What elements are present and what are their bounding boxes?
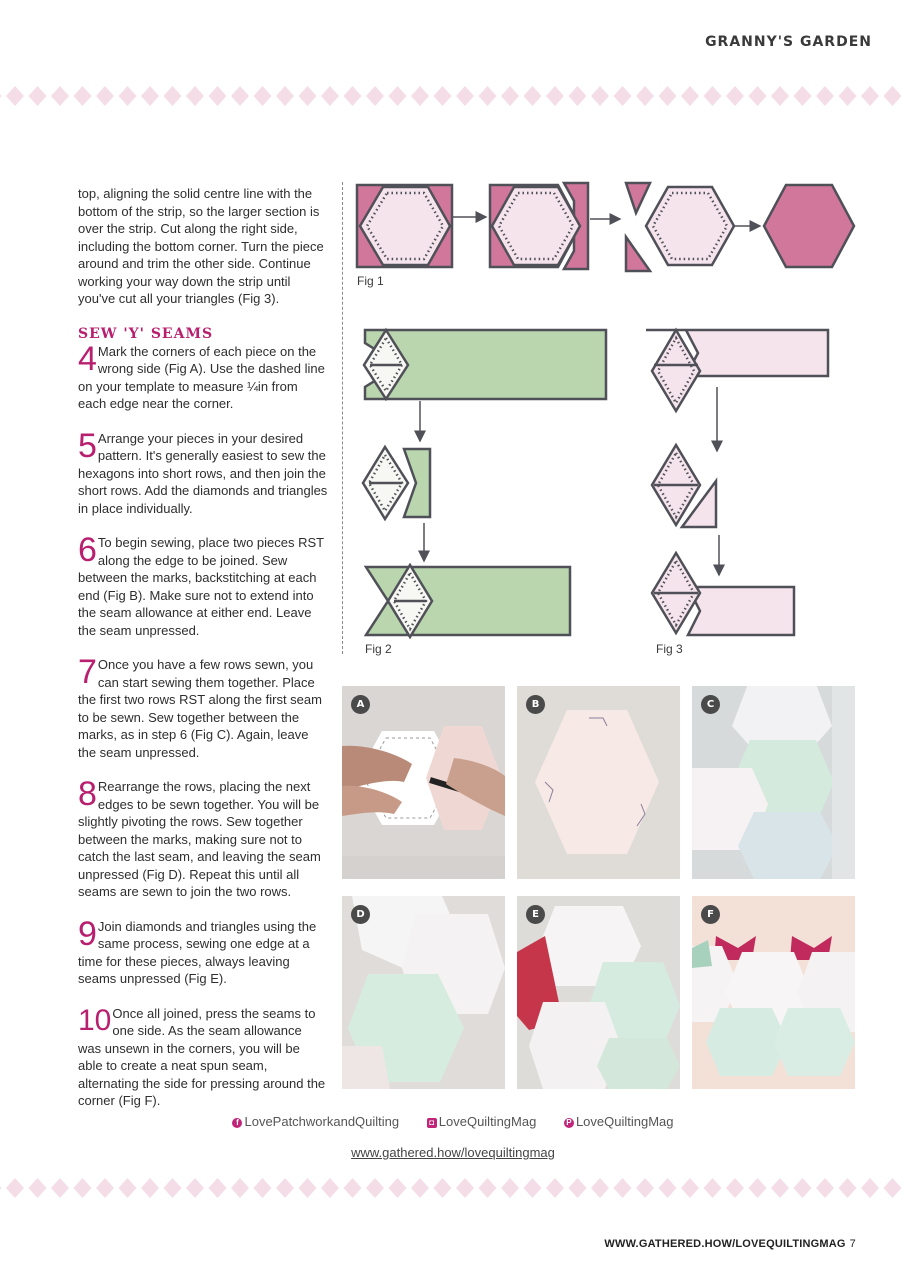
photo-a [342,686,505,879]
photo-badge: F [701,905,720,924]
step-text: Mark the corners of each piece on the wrong side (Fig A). Use the dashed line on your template to measure ¼in from each edge near the corner. [78,343,325,411]
step-number: 10 [78,1003,112,1037]
instagram-link[interactable] [427,1114,537,1129]
photo-e [517,896,680,1089]
section-heading: SEW 'Y' SEAMS [78,325,214,342]
photo-badge: D [351,905,370,924]
step-text: Rearrange the rows, placing the next edges to be sewn together. You will be slightly pivoting the rows. Sew together between the marks, making sure not to catch the last seam, and leaving the seam unpressed (Fig D). Repeat this until all seams are sewn to join the two rows. [78,779,321,899]
instagram-icon: ◘ [427,1118,437,1128]
step-number: 4 [78,339,97,378]
step-number: 8 [78,775,97,813]
cutting-diagrams [348,175,868,665]
photo-badge: E [526,905,545,924]
step-text: To begin sewing, place two pieces RST along the edge to be joined. Sew between the marks, backstitching at each end (Fig B). Make sure not to extend into the seam allowance at either end. Leave the seam unpressed. [78,535,324,638]
photo-badge: B [526,695,545,714]
pinterest-handle: LoveQuiltingMag [575,1114,674,1129]
intro-paragraph: top, aligning the solid centre line with the bottom of the strip, so the larger section is over the strip. Cut along the right side, including the bottom corner. Turn the piece around and trim the other side. Continue working your way down the strip until you've cut all your triangles (Fig 3). [78,186,324,306]
photo-b [517,686,680,879]
section-title: GRANNY'S GARDEN [705,34,872,50]
photo-c-image [692,686,855,879]
step-text: Once you have a few rows sewn, you can start sewing them together. Place the first two rows RST along the first seam to be sewn. Sew together between the marks, as in step 6 (Fig C). Again, leave the seam unpressed. [78,657,322,760]
photo-e-image [517,896,680,1089]
step-number: 6 [78,531,97,569]
fig3-step1 [646,330,828,411]
pinterest-link[interactable] [564,1114,674,1129]
step-4 [78,339,328,413]
decorative-diamond-band-top [0,84,906,108]
step-number: 5 [78,426,97,465]
step-9 [78,914,328,988]
fig2-step3 [366,565,570,637]
fig3-step3 [652,553,794,635]
step-number: 7 [78,653,97,691]
footer-url: WWW.GATHERED.HOW/LOVEQUILTINGMAG [604,1238,846,1250]
step-text: Join diamonds and triangles using the same process, sewing one edge at a time for these pieces, always leaving seams unpressed (Fig E). [78,918,317,986]
step-number: 9 [78,914,97,953]
pinterest-icon: P [564,1118,574,1128]
step-6 [78,531,328,639]
footer [604,1238,856,1250]
fig1-step4 [764,185,854,267]
website-link[interactable]: www.gathered.how/lovequiltingmag [351,1145,555,1160]
photo-badge: A [351,695,370,714]
social-links [0,1114,906,1129]
facebook-icon: f [232,1118,242,1128]
page-number: 7 [849,1238,856,1250]
instagram-handle: LoveQuiltingMag [438,1114,537,1129]
fig1-step3 [626,183,734,271]
step-10 [78,1005,328,1110]
fig1-label: Fig 1 [357,274,384,288]
fig2-step2 [363,447,430,519]
decorative-diamond-band-bottom [0,1176,906,1200]
photo-d-image [342,896,505,1089]
step-text: Arrange your pieces in your desired pattern. It's generally easiest to sew the hexagons into short rows, and then join the short rows. Add the diamonds and triangles in place individually. [78,430,328,516]
fig3-label: Fig 3 [656,642,683,656]
instructions-column [78,185,328,1110]
fig1-step2 [490,183,588,269]
column-divider [342,182,343,654]
fig2-step1 [364,330,606,399]
photo-d [342,896,505,1089]
photo-badge: C [701,695,720,714]
facebook-handle: LovePatchworkandQuilting [244,1114,400,1129]
photo-f-image [692,896,855,1089]
fig3-step2 [652,445,716,527]
step-5 [78,426,328,518]
photo-a-image [342,686,505,879]
facebook-link[interactable] [232,1114,399,1129]
fig1-step1 [357,185,452,267]
photo-b-image [517,686,680,879]
step-7 [78,653,328,761]
step-8 [78,775,328,901]
photo-c [692,686,855,879]
step-text: Once all joined, press the seams to one side. As the seam allowance was unsewn in the corners, you will be able to create a neat spun seam, alternating the side for pressing around the corner (Fig F). [78,1005,326,1108]
photo-f [692,896,855,1089]
fig2-label: Fig 2 [365,642,392,656]
